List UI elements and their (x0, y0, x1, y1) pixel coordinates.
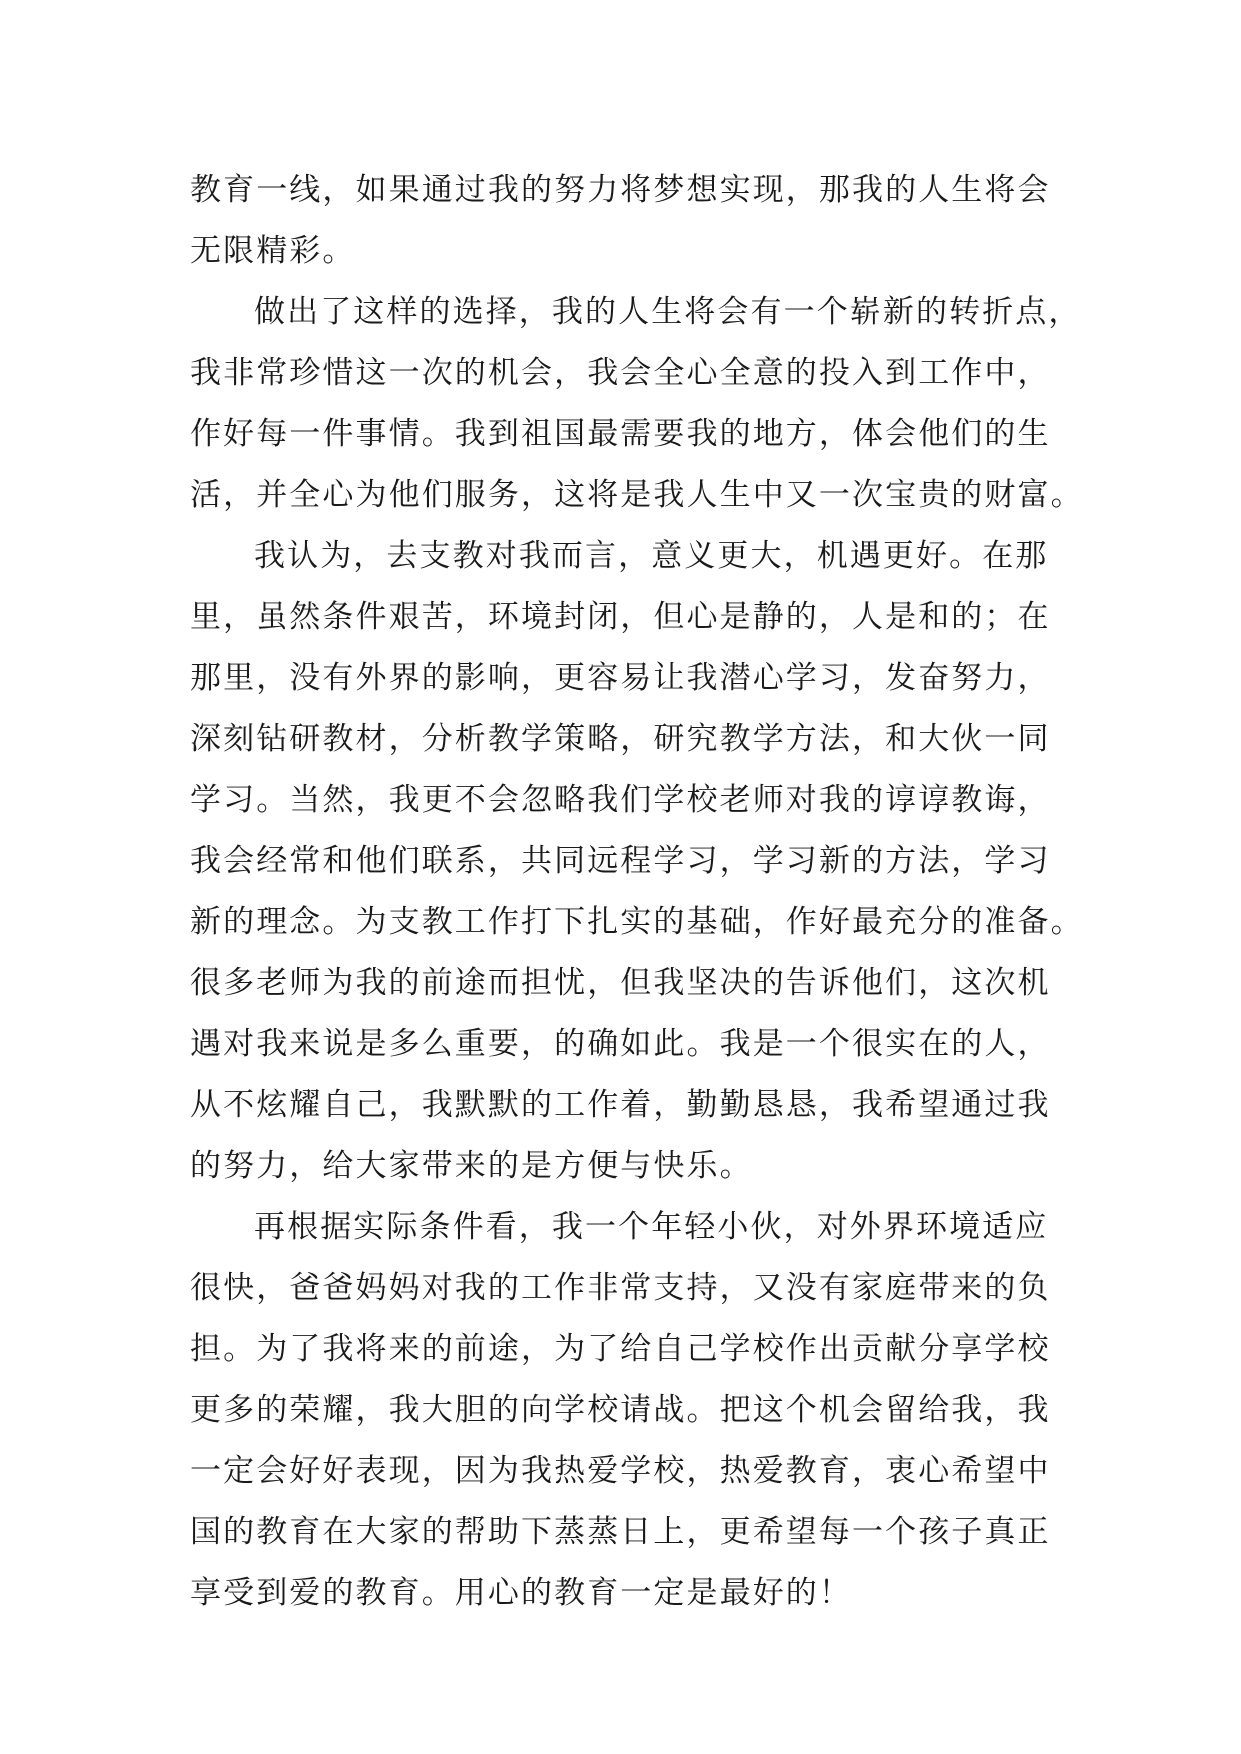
text-line: 享受到爱的教育。用心的教育一定是最好的！ (190, 1575, 852, 1611)
paragraph (190, 526, 1090, 1197)
text-line: 我会经常和他们联系，共同远程学习，学习新的方法，学习 (190, 843, 1051, 879)
text-line: 我认为，去支教对我而言，意义更大，机遇更好。在那 (254, 538, 1049, 574)
text-line: 很快，爸爸妈妈对我的工作非常支持，又没有家庭带来的负 (190, 1270, 1051, 1306)
text-line: 里，虽然条件艰苦，环境封闭，但心是静的，人是和的；在 (190, 599, 1051, 635)
paragraph (190, 160, 1090, 282)
document-page (190, 160, 1090, 1624)
text-line: 从不炫耀自己，我默默的工作着，勤勤恳恳，我希望通过我 (190, 1087, 1051, 1123)
paragraph (190, 1197, 1090, 1624)
text-line: 深刻钻研教材，分析教学策略，研究教学方法，和大伙一同 (190, 721, 1051, 757)
text-line: 学习。当然，我更不会忽略我们学校老师对我的谆谆教诲， (190, 782, 1051, 818)
text-line: 新的理念。为支教工作打下扎实的基础，作好最充分的准备。 (190, 904, 1084, 940)
text-line: 担。为了我将来的前途，为了给自己学校作出贡献分享学校 (190, 1331, 1051, 1367)
text-line: 作好每一件事情。我到祖国最需要我的地方，体会他们的生 (190, 416, 1051, 452)
text-line: 的努力，给大家带来的是方便与快乐。 (190, 1148, 753, 1184)
text-line: 活，并全心为他们服务，这将是我人生中又一次宝贵的财富。 (190, 477, 1084, 513)
text-line: 那里，没有外界的影响，更容易让我潜心学习，发奋努力， (190, 660, 1051, 696)
text-line: 我非常珍惜这一次的机会，我会全心全意的投入到工作中， (190, 355, 1051, 391)
text-line: 无限精彩。 (190, 233, 356, 269)
text-line: 一定会好好表现，因为我热爱学校，热爱教育，衷心希望中 (190, 1453, 1051, 1489)
text-line: 国的教育在大家的帮助下蒸蒸日上，更希望每一个孩子真正 (190, 1514, 1051, 1550)
text-line: 遇对我来说是多么重要，的确如此。我是一个很实在的人， (190, 1026, 1051, 1062)
text-line: 再根据实际条件看，我一个年轻小伙，对外界环境适应 (254, 1209, 1049, 1245)
paragraph (190, 282, 1090, 526)
text-line: 更多的荣耀，我大胆的向学校请战。把这个机会留给我，我 (190, 1392, 1051, 1428)
text-line: 做出了这样的选择，我的人生将会有一个崭新的转折点， (254, 294, 1082, 330)
text-line: 教育一线，如果通过我的努力将梦想实现，那我的人生将会 (190, 172, 1051, 208)
text-line: 很多老师为我的前途而担忧，但我坚决的告诉他们，这次机 (190, 965, 1051, 1001)
